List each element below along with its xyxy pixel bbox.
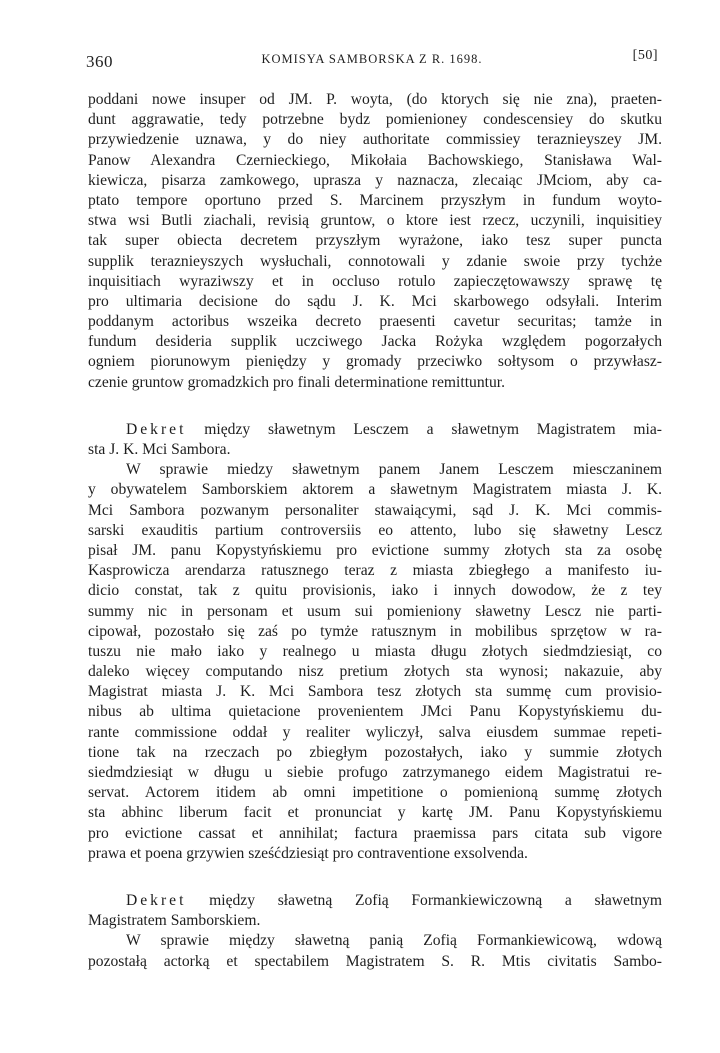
- section-heading: [88, 891, 662, 911]
- page-number: 360: [86, 52, 113, 71]
- text-line: W sprawie miedzy sławetnym panem Janem Lesczem miesczaninem: [126, 461, 662, 479]
- heading-text: między sławetnym Lesczem a sławetnym Magistratem mia-: [204, 420, 662, 438]
- text-line: sarski exauditis partium controversiis eo attento, lubo się sławetny Lescz: [88, 521, 662, 539]
- text-line: cipował, pozostało się zaś po tymże ratusznym in mobilibus sprzętow w ra-: [88, 622, 662, 640]
- text-line: fundum desideria supplik uczciwego Jacka Rożyka względem pogorzałych: [88, 333, 662, 351]
- text-line: poddani nowe insuper od JM. P. woyta, (do ktorych się nie zna), praeten-: [88, 91, 662, 108]
- heading-text: między sławetną Zofią Formankiewiczowną a sławetnym: [209, 891, 662, 909]
- section-dekret-formankiewiczowna: [88, 891, 662, 972]
- text-line: Panow Alexandra Czernieckiego, Mikołaia Bachowskiego, Stanisława Wal-: [88, 151, 662, 169]
- text-line: pro evictione cassat et annihilat; factura praemissa pars citata sub vigore: [88, 824, 662, 842]
- text-line: supplik teraznieyszych wysłuchali, connotowali y zdanie swoie przy tychże: [88, 252, 662, 270]
- text-line: siedmdziesiąt w długu u siebie profugo zatrzymanego eidem Magistratui re-: [88, 764, 662, 781]
- text-line: nibus ab ultima quietacione provenientem JMci Panu Kopystyńskiemu du-: [88, 703, 662, 721]
- section-gap: [88, 393, 662, 420]
- text-line: prawa et poena grzywien sześćdziesiąt pro contraventione exsolvenda.: [88, 844, 528, 862]
- running-title: KOMISYA SAMBORSKA Z R. 1698.: [261, 52, 483, 66]
- text-line: Kasprowicza arendarza ratusznego teraz z miasta zbiegłego a manifesto iu-: [88, 562, 662, 580]
- text-line: poddanym actoribus wszeika decreto praesenti cavetur securitas; tamże in: [88, 313, 662, 331]
- text-line: pro ultimaria decisione do sądu J. K. Mci skarbowego odsyłali. Interim: [88, 292, 662, 310]
- text-line: ogniem piorunowym pieniędzy y gromady przeciwko sołtysom o przywłasz-: [88, 353, 662, 371]
- text-line: y obywatelem Samborskiem aktorem a sławetnym Magistratem miasta J. K.: [88, 481, 662, 499]
- text-line: dicio constat, tak z quitu provisionis, iako i innych dowodow, że z tey: [88, 582, 662, 600]
- page-header: [86, 48, 658, 74]
- text-line: rante commissione oddał y realiter wyliczył, salva eiusdem summae repeti-: [88, 723, 662, 741]
- text-line: daleko więcey computando nisz pretium złotych sta wynosi; nakazuie, aby: [88, 663, 662, 681]
- text-line: W sprawie między sławetną panią Zofią Formankiewicową, wdową: [126, 932, 662, 950]
- heading-word: Dekret: [126, 891, 187, 909]
- document-number: [50]: [632, 48, 658, 63]
- text-line: Magistrat miasta J. K. Mci Sambora tesz złotych sta summę cum provisio-: [88, 683, 662, 701]
- section-heading-continued: sta J. K. Mci Sambora.: [88, 441, 231, 458]
- section-heading: [88, 420, 662, 440]
- text-line: stwa wsi Butli ziachali, revisią gruntow, o ktore iest rzecz, uczynili, inquisitiey: [88, 212, 662, 230]
- text-line: sta abhinc liberum facit et pronunciat y kartę JM. Panu Kopystyńskiemu: [88, 804, 662, 822]
- text-line: Mci Sambora pozwanym personaliter stawaiącymi, sąd J. K. Mci commis-: [88, 501, 662, 519]
- text-line: servat. Actorem itidem ab omni impetitione o pomienioną summę złotych: [88, 784, 662, 802]
- paragraph-1: [88, 90, 662, 393]
- text-line: kiewicza, pisarza zamkowego, uprasza y naznacza, zlecaiąc JMciom, aby ca-: [88, 171, 662, 189]
- section-dekret-lescz: [88, 420, 662, 864]
- text-line: tuszu nie mało iako y realnego u miasta długu złotych siedmdziesiąt, co: [88, 642, 662, 660]
- body-text: [88, 90, 662, 972]
- text-line: pozostałą actorką et spectabilem Magistratem S. R. Mtis civitatis Sambo-: [88, 952, 662, 970]
- text-line: czenie gruntow gromadzkich pro finali determinatione remittuntur.: [88, 373, 505, 391]
- heading-word: Dekret: [126, 420, 187, 438]
- section-heading-continued: Magistratem Samborskiem.: [88, 912, 261, 930]
- text-line: tione tak na rzeczach po zbiegłym pozostałych, iako y summie złotych: [88, 743, 662, 761]
- section-gap: [88, 864, 662, 891]
- text-line: inquisitiach wyraziwszy et in occluso rotulo zapieczętowawszy sprawę tę: [88, 272, 662, 290]
- text-line: summy nic in personam et usum sui pomieniony sławetny Lescz nie parti-: [88, 602, 662, 620]
- text-line: ptato tempore oportuno przed S. Marcinem przyszłym in fundum woyto-: [88, 191, 662, 209]
- text-line: tak super obiecta decretem przyszłym wyrażone, iako tesz super puncta: [88, 232, 662, 250]
- text-line: dunt aggrawatie, tedy potrzebne bydz pomienioney condescensiey do skutku: [88, 111, 662, 129]
- text-line: pisał JM. panu Kopystyńskiemu pro evictione summy złotych sta za osobę: [88, 541, 662, 559]
- text-line: przywiedzenie uznawa, y do niey authoritate commissiey teraznieyszey JM.: [88, 131, 662, 149]
